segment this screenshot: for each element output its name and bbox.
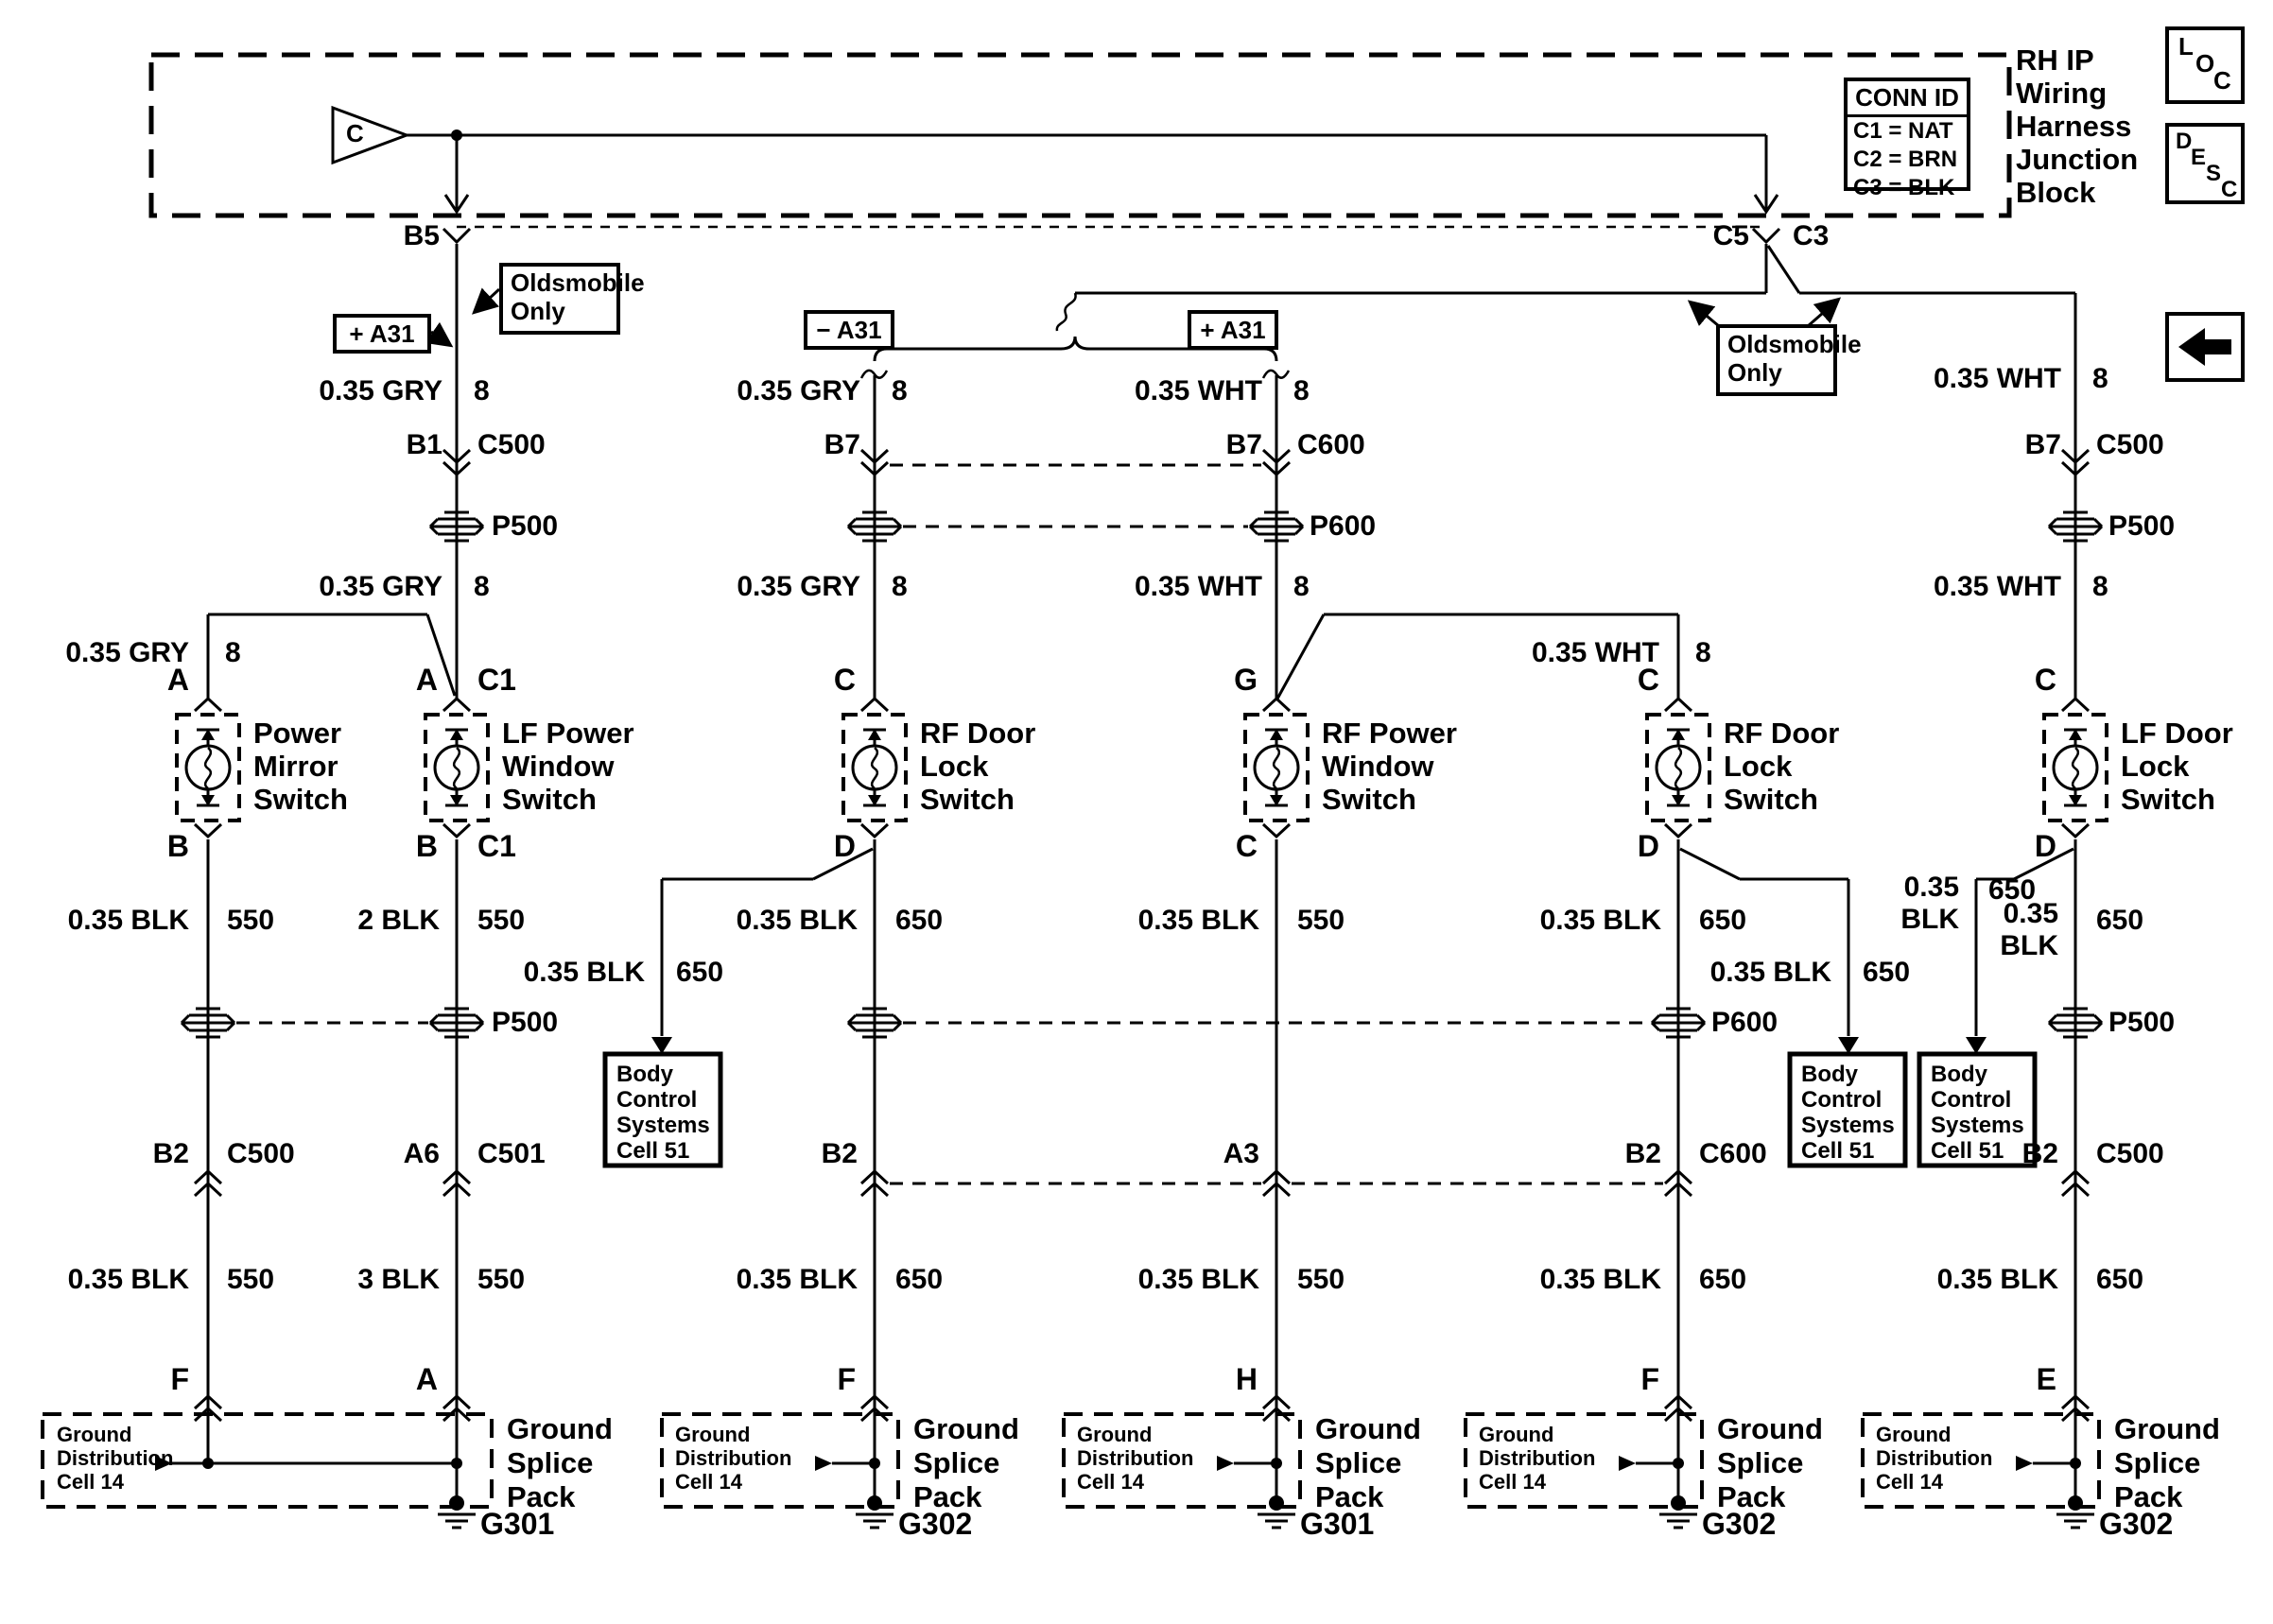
wire-label: 0.35 [2003, 898, 2058, 929]
terminal-label: F [170, 1362, 189, 1396]
pin-label: B2 [1624, 1138, 1661, 1169]
loc-icon[interactable] [2165, 26, 2245, 104]
component-name-line: LF Door [2121, 717, 2233, 750]
wire-gauge: 8 [2092, 363, 2108, 394]
component-name-line: Switch [1724, 783, 1818, 816]
component-name-line: Mirror [253, 750, 338, 783]
ground-dist-line: Ground [1077, 1423, 1153, 1446]
wire-label: 0.35 BLK [523, 957, 645, 988]
circuit-tag-plus-a31-mid: + A31 [1188, 310, 1278, 350]
circuit-number: 550 [477, 905, 526, 936]
wire-label: 0.35 WHT [1531, 637, 1659, 668]
terminal-label: F [837, 1362, 856, 1396]
oldsmobile-only-note [499, 263, 645, 335]
pass-connector-label: P500 [492, 510, 559, 542]
bcs-line: Systems [1801, 1113, 1895, 1138]
connector-label: C600 [1699, 1138, 1767, 1169]
terminal-label: D [1637, 829, 1659, 863]
splice-pack-line: Splice [913, 1446, 1000, 1479]
circuit-number: 650 [676, 957, 724, 988]
pass-connector-label: P500 [492, 1007, 559, 1038]
splice-pack-line: Splice [507, 1446, 594, 1479]
pass-connector-label: P600 [1711, 1007, 1778, 1038]
terminal-label: F [1640, 1362, 1659, 1396]
wire-label: 0.35 [1903, 872, 1959, 903]
pass-connector-label: P600 [1310, 510, 1377, 542]
component-name-line: Window [1322, 750, 1434, 783]
wire-label: 0.35 GRY [319, 571, 442, 602]
splice-pack-line: Splice [2114, 1446, 2201, 1479]
ground-name: G301 [1300, 1507, 1375, 1541]
pin-label: B7 [1225, 429, 1262, 460]
component-name-line: Lock [920, 750, 989, 783]
terminal-label: A [166, 663, 189, 697]
pin-label: B2 [821, 1138, 858, 1169]
wire-label: BLK [1900, 904, 1959, 935]
bcs-line: Control [1931, 1087, 2012, 1113]
component-name-line: RF Door [920, 717, 1036, 750]
note-line: Oldsmobile [511, 268, 645, 297]
component-name-line: Switch [253, 783, 348, 816]
circuit-number: 550 [1297, 905, 1345, 936]
bcs-line: Systems [616, 1113, 710, 1138]
terminal-label: B [166, 829, 189, 863]
pin-label: A6 [403, 1138, 440, 1169]
loc-letter: C [2213, 66, 2231, 95]
ground-dist-line: Cell 14 [57, 1470, 124, 1494]
bcs-line: Body [1931, 1062, 1987, 1087]
terminal-label: C [833, 663, 856, 697]
junction-block-label-line: Block [2016, 176, 2096, 209]
splice-pack-line: Pack [913, 1480, 982, 1513]
ground-dist-line: Cell 14 [1876, 1470, 1943, 1494]
note-line: Only [511, 297, 565, 325]
left-arrow-icon [2169, 316, 2241, 378]
wire-gauge: 8 [1695, 637, 1711, 668]
oldsmobile-only-note [1716, 324, 1862, 396]
wire-gauge: 8 [1293, 375, 1310, 406]
terminal-label: D [2034, 829, 2056, 863]
terminal-label: E [2036, 1362, 2056, 1396]
connector-label: C500 [477, 429, 546, 460]
wire-gauge: 8 [474, 375, 490, 406]
bcs-line: Body [1801, 1062, 1858, 1087]
circuit-number: 650 [1988, 874, 2037, 906]
ground-dist-line: Ground [675, 1423, 751, 1446]
wire-gauge: 8 [225, 637, 241, 668]
component-name-line: Lock [1724, 750, 1793, 783]
terminal-label: B [415, 829, 438, 863]
junction-block-label-line: Junction [2016, 143, 2139, 176]
component-name-line: RF Door [1724, 717, 1840, 750]
terminal-label: A [415, 1362, 438, 1396]
circuit-number: 650 [2096, 905, 2144, 936]
circuit-number: 650 [895, 1264, 944, 1295]
ground-name: G301 [480, 1507, 555, 1541]
wire-label: BLK [2000, 930, 2058, 961]
circuit-number: 650 [1699, 905, 1747, 936]
terminal-label: H [1235, 1362, 1258, 1396]
ground-name: G302 [2099, 1507, 2174, 1541]
splice-pack-line: Ground [507, 1412, 613, 1445]
ground-dist-line: Cell 14 [675, 1470, 742, 1494]
component-name-line: Lock [2121, 750, 2190, 783]
ground-dist-line: Ground [1479, 1423, 1554, 1446]
component-name-line: Switch [1322, 783, 1416, 816]
back-arrow-button[interactable] [2165, 312, 2245, 382]
terminal-label: G [1234, 663, 1258, 697]
circuit-number: 550 [227, 1264, 275, 1295]
desc-icon[interactable] [2165, 123, 2245, 204]
circuit-number: 550 [227, 905, 275, 936]
wire-label: 0.35 WHT [1933, 363, 2061, 394]
desc-letter: D [2176, 129, 2193, 154]
bcs-line: Body [616, 1062, 673, 1087]
wire-gauge: 8 [892, 375, 908, 406]
pin-label: B2 [2021, 1138, 2058, 1169]
wire-label: 0.35 WHT [1134, 375, 1262, 406]
wire-gauge: 8 [474, 571, 490, 602]
circuit-tag-plus-a31: + A31 [333, 314, 431, 354]
wire-label: 0.35 BLK [67, 905, 189, 936]
component-name-line: Power [253, 717, 342, 750]
pin-label: A3 [1223, 1138, 1259, 1169]
wire-label: 3 BLK [357, 1264, 440, 1295]
junction-block-label-line: Harness [2016, 110, 2132, 143]
wire-label: 0.35 GRY [65, 637, 189, 668]
triangle-connector-label: C [346, 119, 364, 147]
connector-label: C500 [227, 1138, 295, 1169]
splice-pack-line: Pack [507, 1480, 576, 1513]
desc-letter: E [2191, 145, 2207, 170]
wire-label: 0.35 GRY [737, 571, 860, 602]
component-name-line: RF Power [1322, 717, 1457, 750]
circuit-number: 650 [2096, 1264, 2144, 1295]
ground-dist-line: Cell 14 [1077, 1470, 1144, 1494]
ground-dist-line: Distribution [1077, 1446, 1194, 1470]
wire-gauge: 8 [892, 571, 908, 602]
wire-label: 0.35 BLK [1936, 1264, 2058, 1295]
circuit-number: 650 [895, 905, 944, 936]
pin-label: B2 [152, 1138, 189, 1169]
terminal-label: C [2034, 663, 2056, 697]
splice-pack-line: Pack [2114, 1480, 2183, 1513]
connector-label: C500 [2096, 1138, 2164, 1169]
ground-dist-line: Distribution [675, 1446, 792, 1470]
circuit-number: 650 [1699, 1264, 1747, 1295]
wire-label: 0.35 BLK [1539, 905, 1661, 936]
ground-dist-line: Distribution [57, 1446, 174, 1470]
component-name-line: Window [502, 750, 615, 783]
ground-dist-line: Distribution [1479, 1446, 1596, 1470]
wire-label: 0.35 BLK [1137, 905, 1259, 936]
wire-label: 0.35 GRY [319, 375, 442, 406]
conn-id-row: C1 = NAT [1853, 118, 1953, 144]
pin-label: B7 [2024, 429, 2061, 460]
splice-pack-line: Ground [1315, 1412, 1421, 1445]
splice-pack-line: Splice [1717, 1446, 1804, 1479]
terminal-conn-label: C1 [477, 663, 516, 697]
terminal-conn-label: C1 [477, 829, 516, 863]
conn-id-title: CONN ID [1848, 81, 1967, 117]
wire-label: 0.35 BLK [736, 905, 858, 936]
component-name-line: Switch [2121, 783, 2215, 816]
conn-id-table [1844, 78, 1970, 200]
conn-id-row: C3 = BLK [1853, 175, 1955, 200]
wire-label: 0.35 BLK [1137, 1264, 1259, 1295]
wire-gauge: 8 [1293, 571, 1310, 602]
conn-label-c3: C3 [1793, 220, 1830, 251]
loc-letter: O [2195, 49, 2215, 78]
bcs-line: Cell 51 [1931, 1138, 2004, 1164]
splice-pack-line: Ground [2114, 1412, 2220, 1445]
junction-block-label-line: RH IP [2016, 43, 2094, 77]
wire-label: 0.35 GRY [737, 375, 860, 406]
wire-label: 0.35 WHT [1933, 571, 2061, 602]
splice-pack-line: Ground [913, 1412, 1019, 1445]
wire-gauge: 8 [2092, 571, 2108, 602]
connector-label: C501 [477, 1138, 546, 1169]
pin-label: B1 [406, 429, 442, 460]
bcs-line: Cell 51 [616, 1138, 690, 1164]
pin-label: B7 [824, 429, 860, 460]
splice-pack-line: Pack [1315, 1480, 1384, 1513]
ground-dist-line: Ground [1876, 1423, 1952, 1446]
terminal-label: C [1637, 663, 1659, 697]
ground-dist-line: Ground [57, 1423, 132, 1446]
ground-name: G302 [1702, 1507, 1777, 1541]
circuit-number: 650 [1863, 957, 1911, 988]
component-name-line: Switch [920, 783, 1015, 816]
note-line: Only [1727, 358, 1782, 387]
loc-letter: L [2178, 32, 2194, 60]
bcs-line: Cell 51 [1801, 1138, 1875, 1164]
conn-id-row: C2 = BRN [1853, 147, 1958, 172]
splice-pack-line: Splice [1315, 1446, 1402, 1479]
wire-label: 0.35 BLK [1539, 1264, 1661, 1295]
desc-letter: C [2221, 177, 2238, 202]
note-line: Oldsmobile [1727, 330, 1862, 358]
connector-label: C600 [1297, 429, 1365, 460]
bcs-line: Systems [1931, 1113, 2024, 1138]
desc-letter: S [2206, 161, 2222, 186]
bcs-line: Control [616, 1087, 698, 1113]
terminal-label: C [1235, 829, 1258, 863]
circuit-number: 550 [477, 1264, 526, 1295]
pin-label-c5: C5 [1712, 220, 1749, 251]
wire-label: 0.35 WHT [1134, 571, 1262, 602]
pass-connector-label: P500 [2108, 510, 2176, 542]
wire-label: 2 BLK [357, 905, 440, 936]
component-name-line: Switch [502, 783, 597, 816]
wire-label: 0.35 BLK [67, 1264, 189, 1295]
circuit-number: 550 [1297, 1264, 1345, 1295]
component-name-line: LF Power [502, 717, 634, 750]
wire-label: 0.35 BLK [1709, 957, 1831, 988]
splice-pack-line: Ground [1717, 1412, 1823, 1445]
pin-label-b5: B5 [403, 220, 440, 251]
terminal-label: A [415, 663, 438, 697]
terminal-label: D [833, 829, 856, 863]
splice-pack-line: Pack [1717, 1480, 1786, 1513]
pass-connector-label: P500 [2108, 1007, 2176, 1038]
ground-dist-line: Distribution [1876, 1446, 1993, 1470]
wire-label: 0.35 BLK [736, 1264, 858, 1295]
junction-block-label-line: Wiring [2016, 77, 2108, 110]
ground-dist-line: Cell 14 [1479, 1470, 1546, 1494]
bcs-line: Control [1801, 1087, 1883, 1113]
circuit-tag-minus-a31: − A31 [804, 310, 894, 350]
ground-name: G302 [898, 1507, 973, 1541]
connector-label: C500 [2096, 429, 2164, 460]
